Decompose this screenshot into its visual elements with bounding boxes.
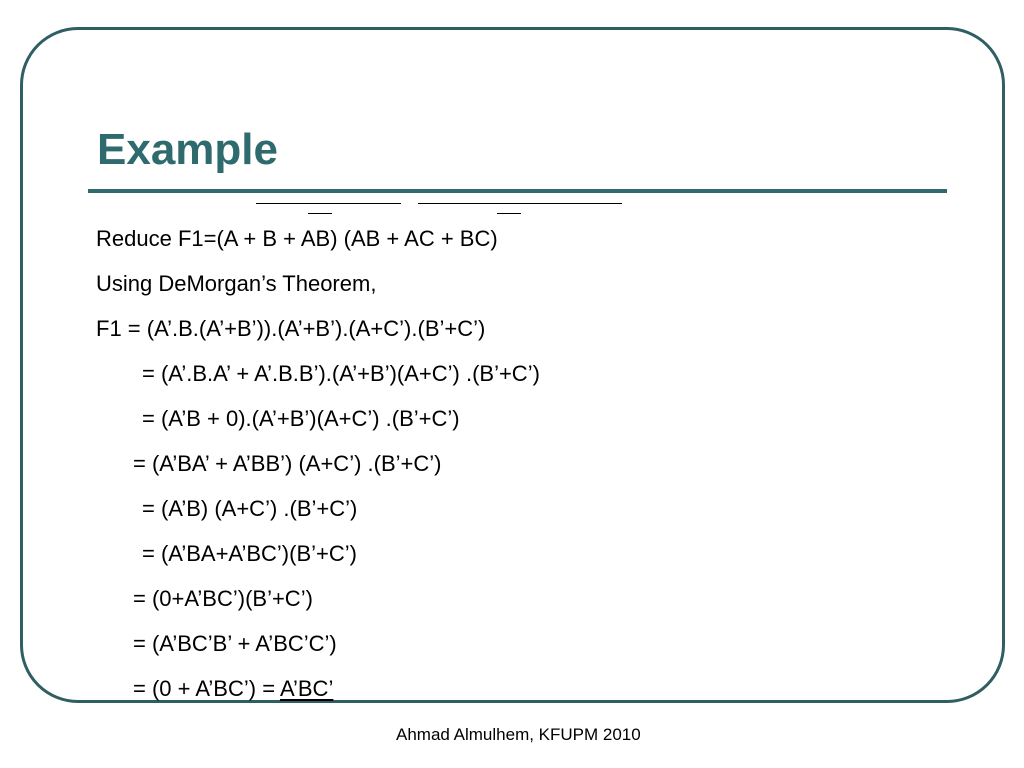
expr-line-step-1: = (A’.B.A’ + A’.B.B’).(A’+B’)(A+C’) .(B’+C’): [142, 361, 540, 386]
overbar-second-group: [418, 203, 622, 204]
slide-footer: Ahmad Almulhem, KFUPM 2010: [396, 725, 641, 744]
title-divider: [88, 189, 947, 193]
expr-line-step-2: = (A’B + 0).(A’+B’)(A+C’) .(B’+C’): [142, 406, 460, 431]
overbar-b: [308, 213, 332, 214]
expr-line-step-5: = (A’BA+A’BC’)(B’+C’): [142, 541, 357, 566]
expr-line-f1: F1 = (A’.B.(A’+B’)).(A’+B’).(A+C’).(B’+C’): [96, 316, 486, 341]
slide-title: Example: [97, 125, 278, 174]
expr-line-demorgan: Using DeMorgan’s Theorem,: [96, 271, 377, 296]
overbar-first-group: [256, 203, 401, 204]
expr-line-step-4: = (A’B) (A+C’) .(B’+C’): [142, 496, 358, 521]
expr-line-step-3: = (A’BA’ + A’BB’) (A+C’) .(B’+C’): [133, 451, 442, 476]
overbar-ac: [497, 213, 521, 214]
final-answer: A’BC’: [279, 676, 334, 701]
expr-line-step-6: = (0+A’BC’)(B’+C’): [133, 586, 313, 611]
final-prefix: = (0 + A’BC’) =: [133, 676, 280, 701]
expr-line-final: [133, 674, 333, 704]
expr-line-step-7: = (A’BC’B’ + A’BC’C’): [133, 631, 337, 656]
expr-line-reduce: Reduce F1=(A + B + AB) (AB + AC + BC): [96, 226, 498, 251]
